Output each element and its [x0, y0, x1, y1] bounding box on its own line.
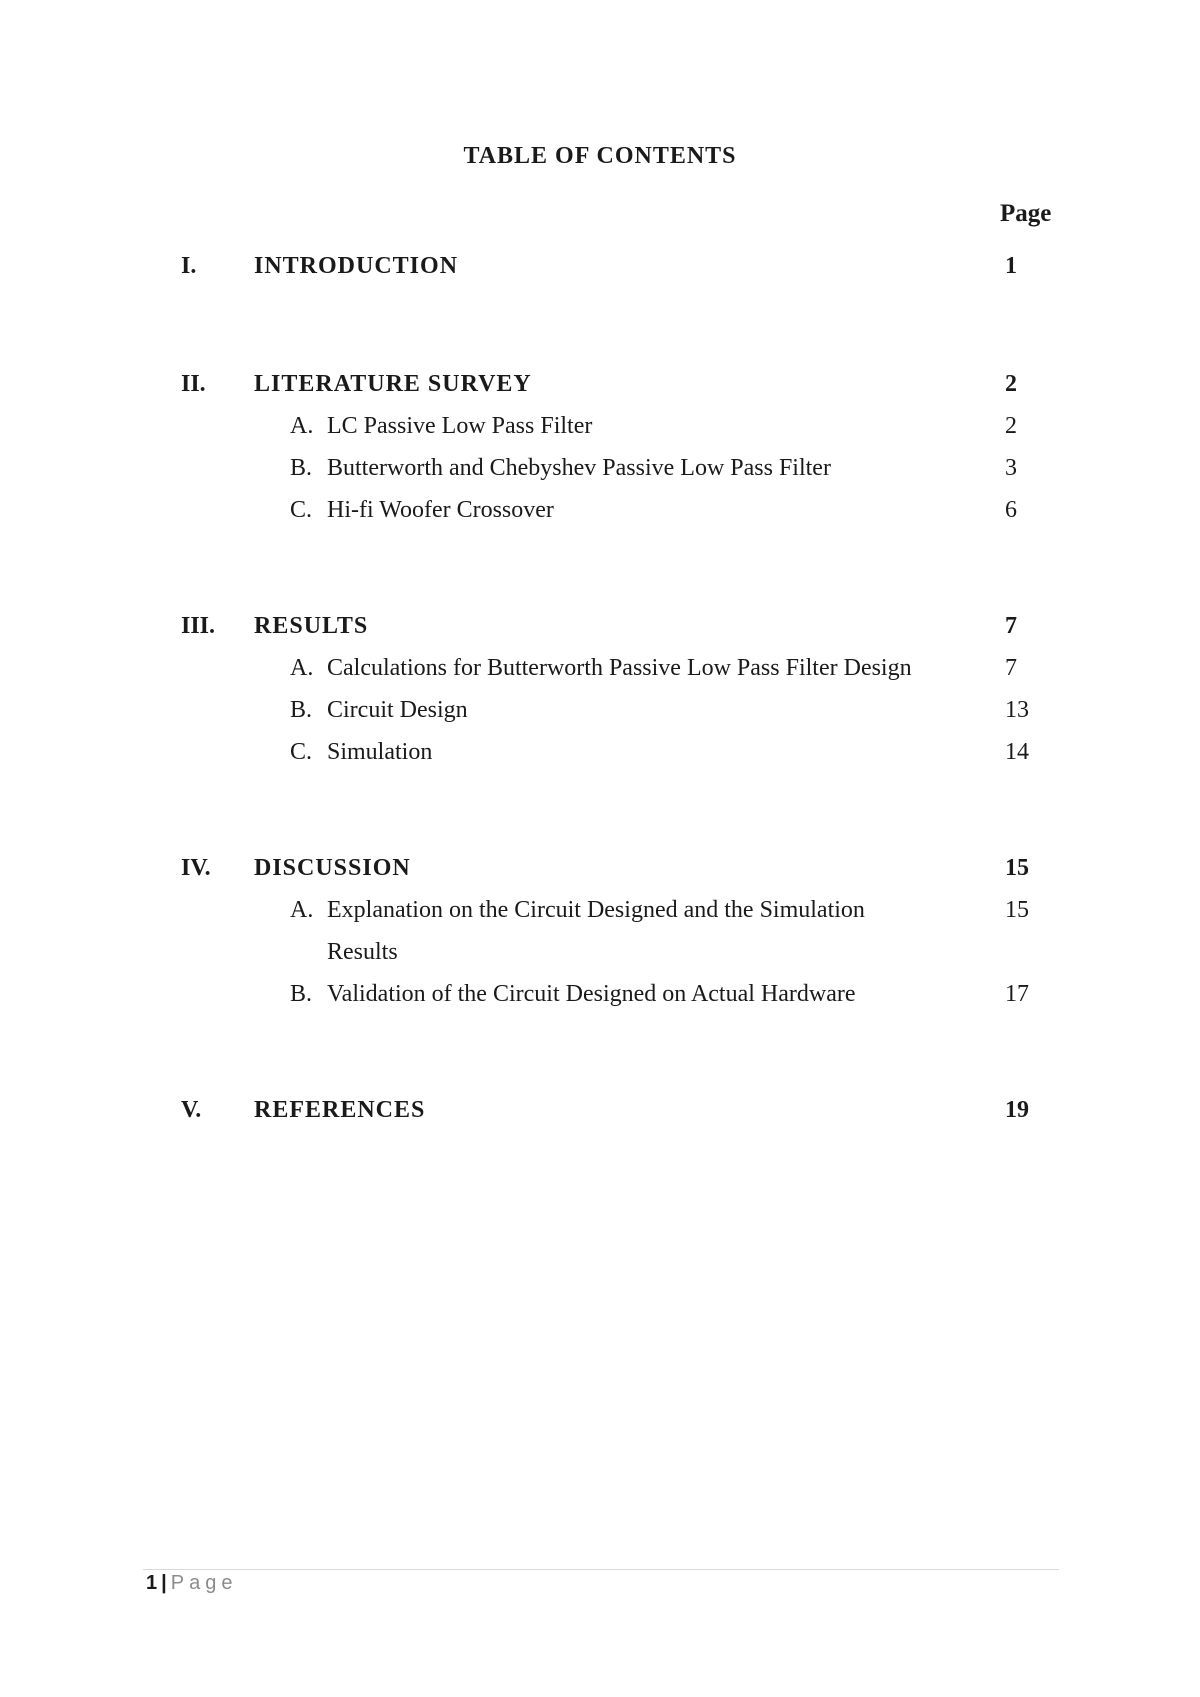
subsection-title: Simulation [327, 739, 433, 765]
section-numeral: IV. [181, 855, 211, 881]
subsection-title: Calculations for Butterworth Passive Low Pass Filter Design [327, 655, 912, 681]
subsection-letter: B. [290, 455, 313, 481]
subsection-letter: A. [290, 897, 314, 923]
toc-section-discussion[interactable] [0, 855, 1200, 895]
subsection-letter: C. [290, 497, 313, 523]
subsection-page-number: 14 [1005, 739, 1029, 765]
section-title: REFERENCES [254, 1097, 426, 1123]
subsection-letter: C. [290, 739, 313, 765]
subsection-letter: B. [290, 697, 313, 723]
section-numeral: I. [181, 253, 197, 279]
section-page-number: 19 [1005, 1097, 1029, 1123]
section-title: DISCUSSION [254, 855, 411, 881]
toc-section-literature-survey[interactable] [0, 371, 1200, 411]
section-numeral: II. [181, 371, 206, 397]
section-numeral: V. [181, 1097, 202, 1123]
toc-section-results[interactable] [0, 613, 1200, 653]
footer-divider [143, 1569, 1059, 1570]
subsection-page-number: 7 [1005, 655, 1017, 681]
section-title: LITERATURE SURVEY [254, 371, 532, 397]
subsection-page-number: 6 [1005, 497, 1017, 523]
toc-section-references[interactable] [0, 1097, 1200, 1137]
section-title: INTRODUCTION [254, 253, 459, 279]
subsection-title: LC Passive Low Pass Filter [327, 413, 593, 439]
subsection-page-number: 13 [1005, 697, 1029, 723]
toc-subsection[interactable] [0, 497, 1200, 537]
subsection-title: Validation of the Circuit Designed on Actual Hardware [327, 981, 856, 1007]
footer-page-word: Page [170, 1572, 238, 1594]
page-column-heading: Page [1000, 200, 1052, 227]
subsection-letter: A. [290, 655, 314, 681]
toc-subsection-continuation [0, 939, 1200, 979]
section-page-number: 15 [1005, 855, 1029, 881]
subsection-title: Butterworth and Chebyshev Passive Low Pass Filter [327, 455, 831, 481]
toc-subsection[interactable] [0, 655, 1200, 695]
subsection-title: Explanation on the Circuit Designed and the Simulation [327, 897, 865, 923]
subsection-title-continued: Results [327, 939, 398, 965]
subsection-title: Hi-fi Woofer Crossover [327, 497, 554, 523]
section-numeral: III. [181, 613, 216, 639]
page-footer [146, 1572, 237, 1595]
toc-title [0, 143, 1200, 170]
section-page-number: 2 [1005, 371, 1017, 397]
subsection-page-number: 3 [1005, 455, 1017, 481]
subsection-title: Circuit Design [327, 697, 468, 723]
toc-subsection[interactable] [0, 981, 1200, 1021]
footer-separator: | [161, 1572, 167, 1594]
footer-page-number: 1 [146, 1572, 158, 1594]
subsection-letter: B. [290, 981, 313, 1007]
toc-subsection[interactable] [0, 413, 1200, 453]
section-page-number: 1 [1005, 253, 1017, 279]
toc-section-introduction[interactable] [0, 253, 1200, 293]
section-page-number: 7 [1005, 613, 1017, 639]
subsection-page-number: 15 [1005, 897, 1029, 923]
toc-subsection[interactable] [0, 739, 1200, 779]
subsection-page-number: 17 [1005, 981, 1029, 1007]
toc-title-text: TABLE OF CONTENTS [463, 143, 737, 169]
toc-subsection[interactable] [0, 897, 1200, 937]
section-title: RESULTS [254, 613, 369, 639]
toc-subsection[interactable] [0, 455, 1200, 495]
subsection-letter: A. [290, 413, 314, 439]
toc-subsection[interactable] [0, 697, 1200, 737]
subsection-page-number: 2 [1005, 413, 1017, 439]
